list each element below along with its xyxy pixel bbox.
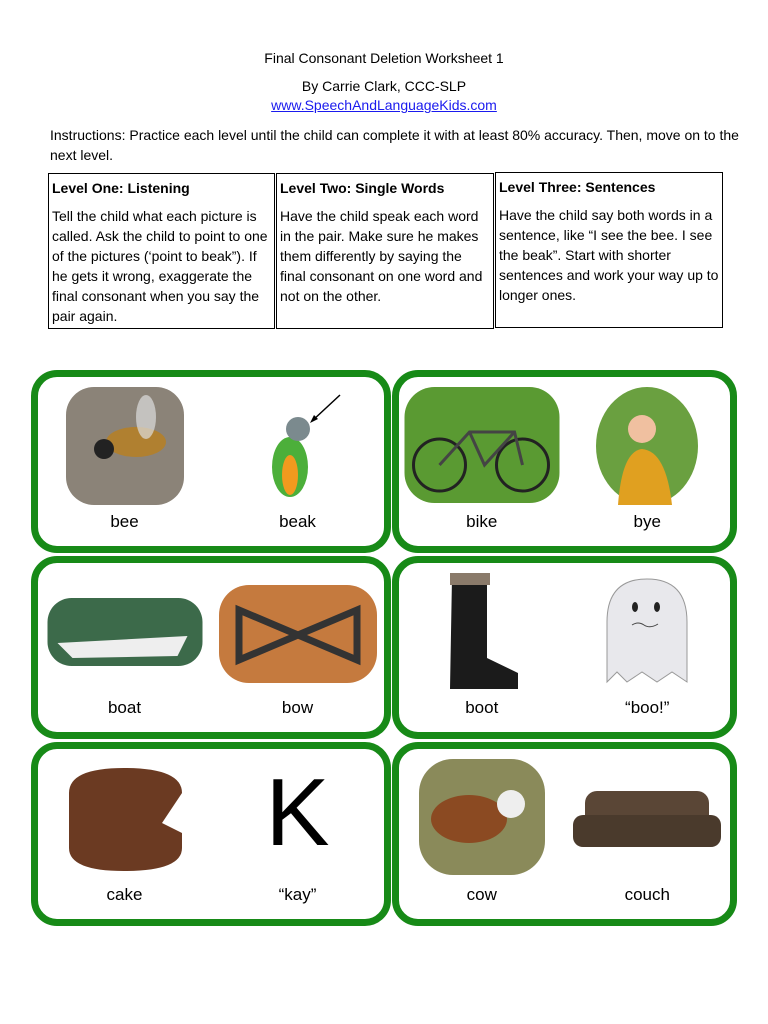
picture-cell-cake	[38, 749, 211, 919]
word-boo: “boo!”	[625, 698, 670, 717]
level-two-text: Have the child speak each word in the pair. Make sure he makes them differently by saying the final consonant on one word and not on the other.	[280, 208, 483, 304]
card-cake-kay	[31, 742, 391, 926]
ghost-image	[602, 577, 692, 685]
word-boat: boat	[107, 698, 142, 717]
cow-image	[419, 759, 545, 875]
bee-image	[66, 387, 184, 505]
word-boot: boot	[465, 698, 499, 717]
picture-cell-boo	[565, 563, 731, 732]
author-line: By Carrie Clark, CCC-SLP	[301, 78, 467, 94]
level-three-text: Have the child say both words in a sentence, like “I see the bee. I see the beak”. Start with shorter sentences and work your way up to longer ones.	[499, 207, 719, 303]
cake-image	[64, 763, 186, 875]
picture-cell-bow	[211, 563, 384, 732]
level-two-box	[276, 173, 494, 329]
word-bye: bye	[633, 512, 661, 531]
letter-k: K	[265, 759, 330, 866]
couch-image	[571, 787, 723, 857]
picture-cell-boot	[399, 563, 565, 732]
level-one-text: Tell the child what each picture is called. Ask the child to point to one of the pictures (‘point to beak”). If he gets it wrong, exaggerate the final consonant when you say the pair again.	[52, 208, 268, 324]
word-bee: bee	[110, 512, 139, 531]
parrot-image	[248, 387, 348, 499]
word-bow: bow	[281, 698, 314, 717]
boot-image	[442, 573, 522, 691]
card-bike-bye	[392, 370, 737, 553]
card-bee-beak	[31, 370, 391, 553]
picture-cell-cow	[399, 749, 565, 919]
word-bike: bike	[466, 512, 498, 531]
waving-girl-image	[596, 387, 698, 505]
card-cow-couch	[392, 742, 737, 926]
card-boot-boo	[392, 556, 737, 739]
picture-cell-kay	[211, 749, 384, 919]
picture-cell-boat	[38, 563, 211, 732]
picture-cell-bike	[399, 377, 565, 546]
instructions: Instructions: Practice each level until the child can complete it with at least 80% accuracy. Then, move on to the next level.	[50, 127, 739, 163]
card-boat-bow	[31, 556, 391, 739]
word-cake: cake	[106, 885, 143, 904]
picture-cell-bye	[565, 377, 731, 546]
level-one-box	[48, 173, 275, 329]
level-three-title: Level Three: Sentences	[499, 179, 656, 195]
level-two-title: Level Two: Single Words	[280, 180, 445, 196]
worksheet-title: Final Consonant Deletion Worksheet 1	[264, 50, 504, 66]
boat-image	[47, 598, 202, 666]
website-link[interactable]: www.SpeechAndLanguageKids.com	[271, 97, 497, 113]
word-cow: cow	[466, 885, 497, 904]
level-three-box	[495, 172, 723, 328]
word-couch: couch	[624, 885, 670, 904]
picture-cell-bee	[38, 377, 211, 546]
word-kay: “kay”	[278, 885, 317, 904]
picture-cell-beak	[211, 377, 384, 546]
picture-cell-couch	[565, 749, 731, 919]
bike-image	[404, 387, 559, 503]
bow-image	[219, 585, 377, 683]
word-beak: beak	[279, 512, 316, 531]
level-one-title: Level One: Listening	[52, 180, 190, 196]
